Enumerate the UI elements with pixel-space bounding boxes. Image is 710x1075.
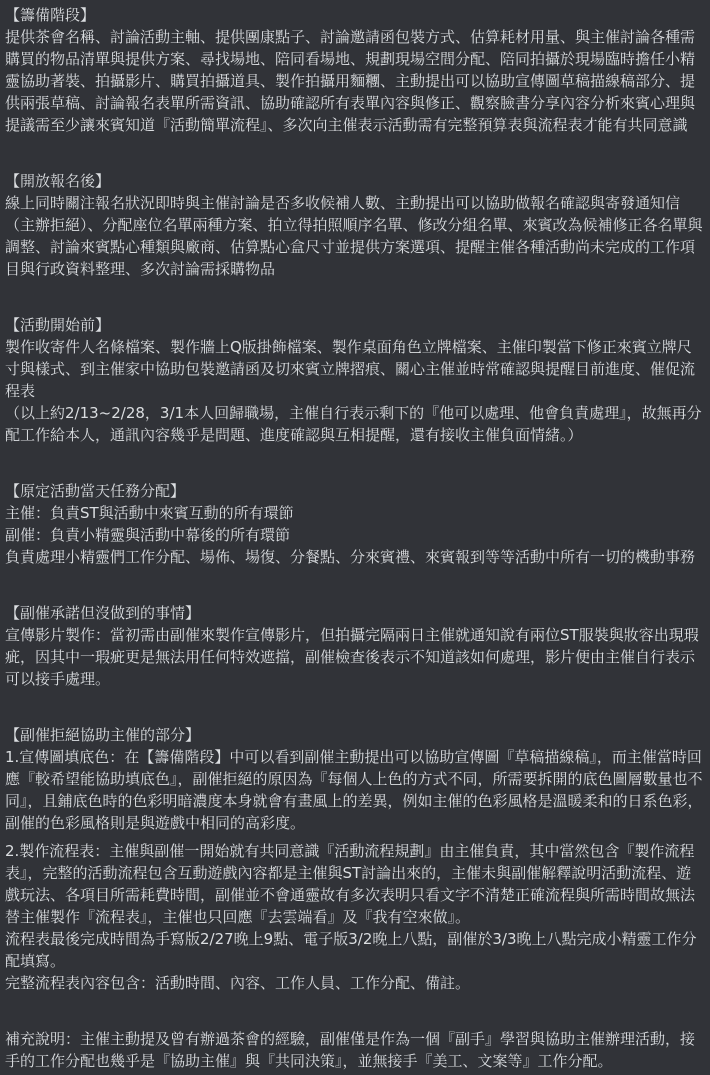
section-supplementary-note <box>5 1028 706 1072</box>
section-heading: 【籌備階段】 <box>5 6 96 24</box>
section-paragraph: （以上約2/13~2/28，3/1本人回歸職場，主催自行表示剩下的『他可以處理、他會負責處理』，故無再分配工作給本人，通訊內容幾乎是問題、進度確認與互相提醒，還有接收主催負面情緒。） <box>5 404 702 444</box>
section-paragraph: 2.製作流程表：主催與副催一開始就有共同意識『活動流程規劃』由主催負責，其中當然包含『製作流程表』，完整的活動流程包含互動遊戲內容都是主催與ST討論出來的，主催未與副催解釋說明活動流程、遊戲玩法、各項目所需耗費時間，副催並不會通靈故有多次表明只看文字不清楚正確流程與所需時間故無法替主催製作『流程表』，主催也只回應『去雲端看』及『我有空來做』。 <box>5 842 696 926</box>
section-heading: 【副催拒絕協助主催的部分】 <box>5 726 201 744</box>
section-paragraph: 負責處理小精靈們工作分配、場佈、場復、分餐點、分來賓禮、來賓報到等等活動中所有一切的機動事務 <box>5 548 696 566</box>
section-paragraph: 副催：負責小精靈與活動中幕後的所有環節 <box>5 526 291 544</box>
section-heading: 【副催承諾但沒做到的事情】 <box>5 604 201 622</box>
section-heading: 【活動開始前】 <box>5 316 111 334</box>
section-refused-assistance <box>5 724 706 994</box>
section-paragraph: 完整流程表內容包含：活動時間、內容、工作人員、工作分配、備註。 <box>5 974 471 992</box>
section-task-assignment <box>5 480 706 568</box>
section-paragraph: 補充說明：主催主動提及曾有辦過茶會的經驗，副催僅是作為一個『副手』學習與協助主催辦理活動，接手的工作分配也幾乎是『協助主催』與『共同決策』，並無接手『美工、文案等』工作分配。 <box>5 1030 696 1070</box>
section-paragraph: 流程表最後完成時間為手寫版2/27晚上9點、電子版3/2晚上八點，副催於3/3晚上八點完成小精靈工作分配填寫。 <box>5 930 697 970</box>
section-paragraph: 主催：負責ST與活動中來賓互動的所有環節 <box>5 504 294 522</box>
section-paragraph: 製作收寄件人名條檔案、製作牆上Q版掛飾檔案、製作桌面角色立牌檔案、主催印製當下修正來賓立牌尺寸與樣式、到主催家中協助包裝邀請函及切來賓立牌摺痕、關心主催並時常確認與提醒目前進度、催促流程表 <box>5 338 696 400</box>
section-paragraph: 宣傳影片製作：當初需由副催來製作宣傳影片，但拍攝完隔兩日主催就通知說有兩位ST服裝與妝容出現瑕疵，因其中一瑕疵更是無法用任何特效遮擋，副催檢查後表示不知道該如何處理，影片便由主催自行表示可以接手處理。 <box>5 626 699 688</box>
section-paragraph: 提供茶會名稱、討論活動主軸、提供團康點子、討論邀請函包裝方式、估算耗材用量、與主催討論各種需購買的物品清單與提供方案、尋找場地、陪同看場地、規劃現場空間分配、陪同拍攝於現場臨時擔任小精靈協助著裝、拍攝影片、購買拍攝道具、製作拍攝用麵糰、主動提出可以協助宣傳圖草稿描線稿部分、提供兩張草稿、討論報名表單所需資訊、協助確認所有表單內容與修正、觀察臉書分享內容分析來賓心理與提議需至少讓來賓知道『活動簡單流程』、多次向主催表示活動需有完整預算表與流程表才能有共同意識 <box>5 28 696 134</box>
section-unfulfilled-promises <box>5 602 706 690</box>
section-before-event <box>5 314 706 446</box>
section-paragraph: 1.宣傳圖填底色：在【籌備階段】中可以看到副催主動提出可以協助宣傳圖『草稿描線稿』，而主催當時回應『較希望能協助填底色』，副催拒絕的原因為『每個人上色的方式不同，所需要拆開的底色圖層數量也不同』，且鋪底色時的色彩明暗濃度本身就會有畫風上的差異，例如主催的色彩風格是溫暖柔和的日系色彩，副催的色彩風格則是與遊戲中相同的高彩度。 <box>5 748 703 832</box>
section-paragraph: 線上同時關注報名狀況即時與主催討論是否多收候補人數、主動提出可以協助做報名確認與寄發通知信（主辦拒絕）、分配座位名單兩種方案、拍立得拍照順序名單、修改分組名單、來賓改為候補修正各名單與調整、討論來賓點心種類與廠商、估算點心盒尺寸並提供方案選項、提醒主催各種活動尚未完成的工作項目與行政資料整理、多次討論需採購物品 <box>5 194 703 278</box>
section-heading: 【原定活動當天任務分配】 <box>5 482 186 500</box>
section-heading: 【開放報名後】 <box>5 172 111 190</box>
section-after-registration <box>5 170 706 280</box>
section-preparation <box>5 4 706 136</box>
